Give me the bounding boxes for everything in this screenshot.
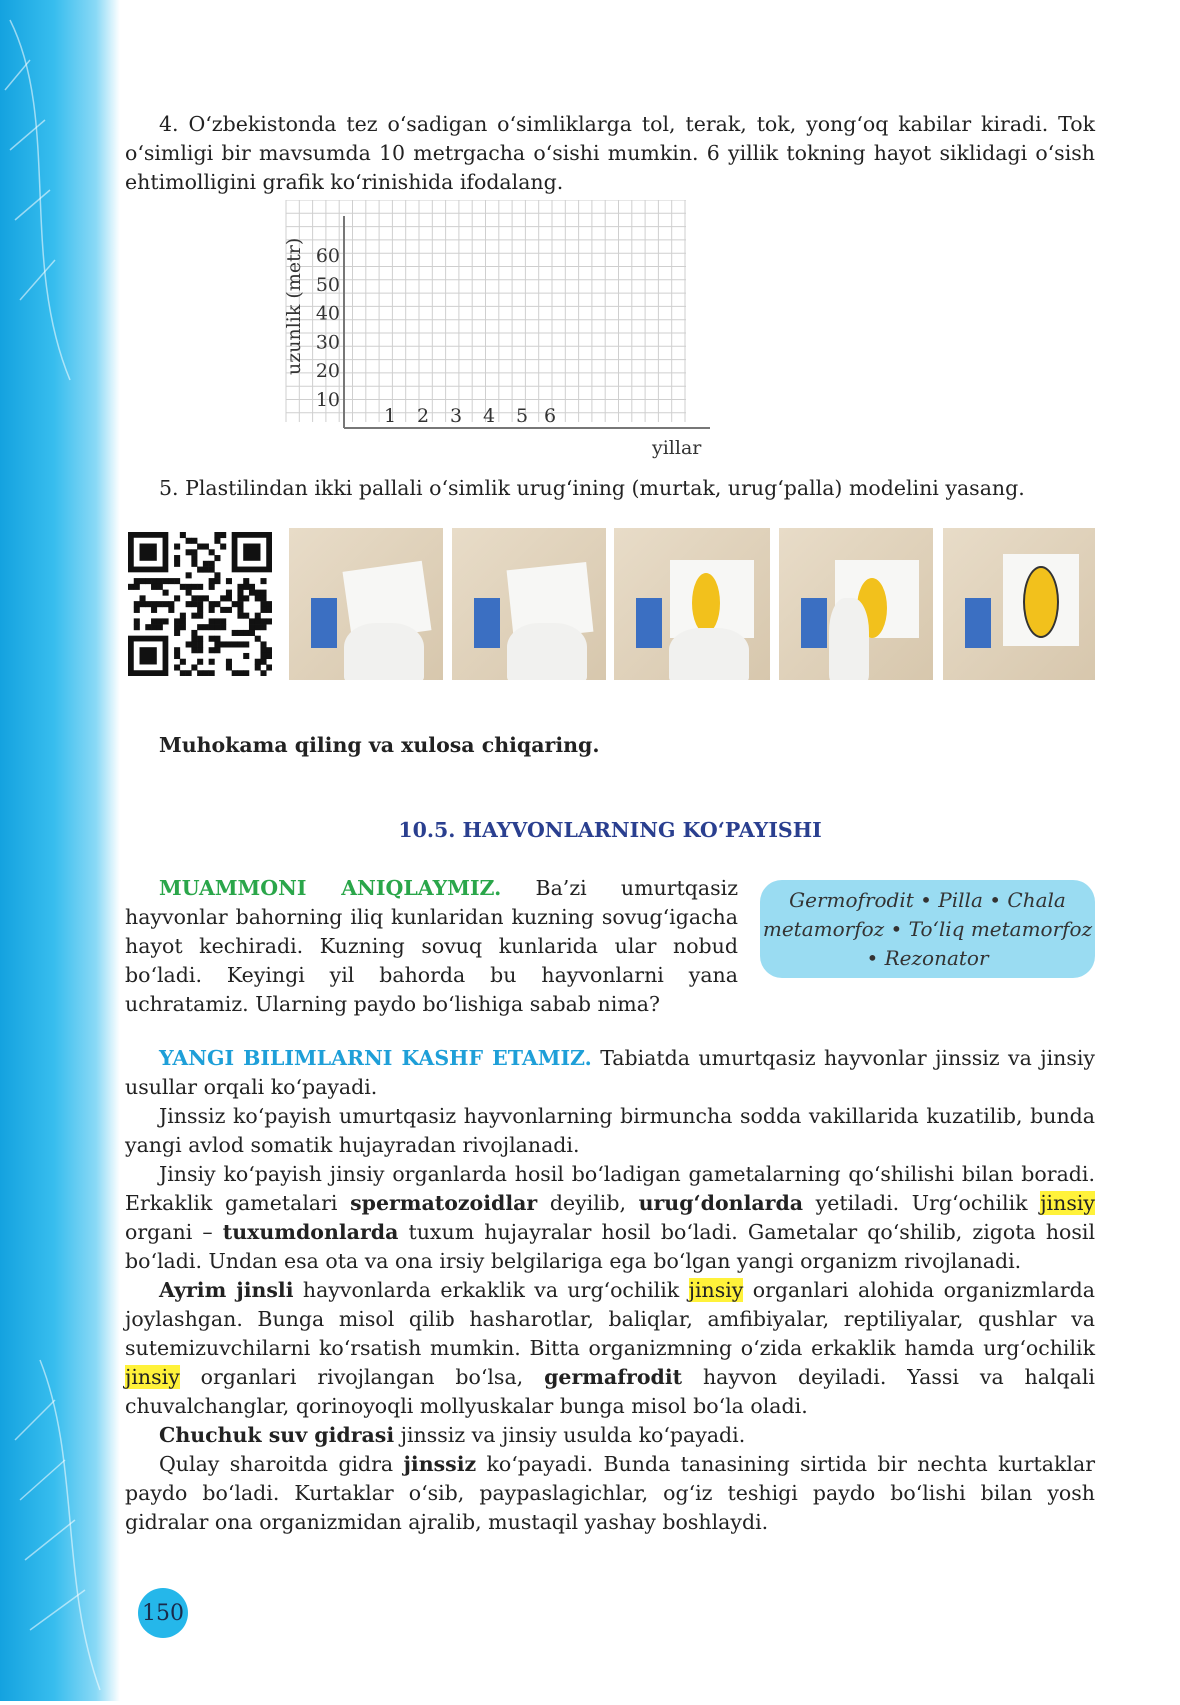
plasticine-step-photo <box>779 528 933 680</box>
growth-grid-chart <box>280 200 750 460</box>
highlight-jinsiy: jinsiy <box>125 1365 180 1389</box>
keywords-box: Germofrodit • Pilla • Chala metamorfoz • To‘liq metamorfoz • Rezonator <box>760 880 1095 978</box>
text-span: organlari rivojlangan bo‘lsa, <box>179 1365 545 1389</box>
highlight-jinsiy: jinsiy <box>688 1278 744 1302</box>
hydra-paragraph <box>125 1421 1095 1450</box>
discover-text: Tabiatda umurtqasiz hayvonlar jinssiz va jinsiy usullar orqali ko‘payadi. <box>125 1046 1096 1099</box>
x-tick-label: 3 <box>449 405 463 427</box>
x-axis-label: yillar <box>652 437 702 459</box>
plasticine-step-photo <box>452 528 606 680</box>
y-tick-label: 10 <box>315 389 340 411</box>
page-number: 150 <box>138 1588 188 1638</box>
problem-paragraph <box>125 874 738 1019</box>
term-tuxumdonlarda: tuxumdonlarda <box>222 1220 399 1244</box>
budding-paragraph <box>125 1450 1095 1537</box>
x-tick-label: 6 <box>543 405 557 427</box>
term-germafrodit: germafrodit <box>544 1365 683 1389</box>
x-tick-label: 5 <box>515 405 529 427</box>
text-span: Jinsiy ko‘payish jinsiy organlarda hosil bo‘ladigan gametalarning qo‘shilishi bilan boradi. Erkaklik gametalari <box>125 1162 1095 1215</box>
y-tick-label: 30 <box>315 331 340 354</box>
x-tick-label: 2 <box>416 405 430 427</box>
section-title: 10.5. HAYVONLARNING KO‘PAYISHI <box>398 818 822 842</box>
term-spermatozoidlar: spermatozoidlar <box>350 1191 538 1215</box>
text-span: deyilib, <box>537 1191 639 1215</box>
text-span: jinssiz va jinsiy usulda ko‘payadi. <box>394 1423 746 1447</box>
text-span: organi – <box>125 1220 223 1244</box>
problem-text: Ba’zi umurtqasiz hayvonlar bahorning iliq kunlaridan kuzning sovug‘igacha hayot kechiradi. Kuzning sovuq kunlarida ular nobud bo‘ladi. Keyingi yil bahorda bu hayvonlarni yana uchratamiz. Ularning paydo bo‘lishiga sabab nima? <box>125 876 738 1016</box>
text-span: Qulay sharoitda gidra <box>159 1452 404 1476</box>
y-axis-label: uzunlik (metr) <box>283 237 305 375</box>
text-span: yetiladi. Urg‘ochilik <box>803 1191 1041 1215</box>
asexual-paragraph: Jinssiz ko‘payish umurtqasiz hayvonlarning birmuncha sodda vakillarida kuzatilib, bunda yangi avlod somatik hujayradan rivojlanadi. <box>125 1104 1095 1157</box>
text-span: tuxum hujayralar hosil bo‘ladi. Gametalar qo‘shilib, zigota hosil bo‘ladi. Undan esa ota va ona irsiy belgilariga ega bo‘lgan yangi organizm rivojlanadi. <box>125 1220 1095 1273</box>
x-tick-label: 4 <box>482 405 496 427</box>
qr-code-icon[interactable] <box>128 532 272 676</box>
plasticine-step-photo <box>943 528 1095 680</box>
text-span: hayvon deyiladi. Yassi va halqali chuvalchanglar, qorinoyoqli mollyuskalar bunga misol bo‘la oladi. <box>125 1365 1095 1418</box>
term-ayrim-jinsli: Ayrim jinsli <box>159 1278 294 1302</box>
text-span: organlari alohida organizmlarda joylashgan. Bunga misol qilib hasharotlar, baliqlar, amfibiyalar, reptiliyalar, qushlar va sutemizuvchilarni ko‘rsatish mumkin. Bitta organizmning o‘zida erkaklik hamda urg‘ochilik <box>125 1278 1095 1360</box>
text-span: hayvonlarda erkaklik va urg‘ochilik <box>293 1278 689 1302</box>
term-urugdonlarda: urug‘donlarda <box>638 1191 804 1215</box>
x-tick-label: 1 <box>383 405 397 427</box>
text-span: ko‘payadi. Bunda tanasining sirtida bir nechta kurtaklar paydo bo‘ladi. Kurtaklar o‘sib, paypaslagichlar, og‘iz teshigi paydo bo‘lishi bilan yosh gidralar ona organizmidan ajralib, mustaqil yashay boshlaydi. <box>125 1452 1095 1534</box>
term-jinssiz: jinssiz <box>403 1452 477 1476</box>
highlight-jinsiy: jinsiy <box>1040 1191 1095 1215</box>
sexual-paragraph <box>125 1160 1095 1276</box>
y-tick-label: 40 <box>315 302 340 325</box>
task-4-text: 4. O‘zbekistonda tez o‘sadigan o‘simliklarga tol, terak, tok, yong‘oq kabilar kiradi. Tok o‘simligi bir mavsumda 10 metrgacha o‘sishi mumkin. 6 yillik tokning hayot siklidagi o‘sish ehtimolligini grafik ko‘rinishida ifodalang. <box>125 112 1095 194</box>
y-tick-label: 60 <box>315 245 340 267</box>
y-tick-label: 50 <box>315 273 340 296</box>
term-chuchuk-suv-gidrasi: Chuchuk suv gidrasi <box>159 1423 395 1447</box>
discover-label: YANGI BILIMLARNI KASHF ETAMIZ. <box>159 1046 592 1070</box>
y-tick-label: 20 <box>315 360 340 383</box>
discover-paragraph <box>125 1044 1095 1102</box>
discuss-instruction: Muhokama qiling va xulosa chiqaring. <box>159 733 600 757</box>
separate-sex-paragraph <box>125 1276 1095 1421</box>
plasticine-step-photo <box>614 528 770 680</box>
problem-label: MUAMMONI ANIQLAYMIZ. <box>159 876 502 900</box>
plasticine-step-photo <box>289 528 443 680</box>
task-5-text: 5. Plastilindan ikki pallali o‘simlik urug‘ining (murtak, urug‘palla) modelini yasang. <box>159 476 1025 500</box>
